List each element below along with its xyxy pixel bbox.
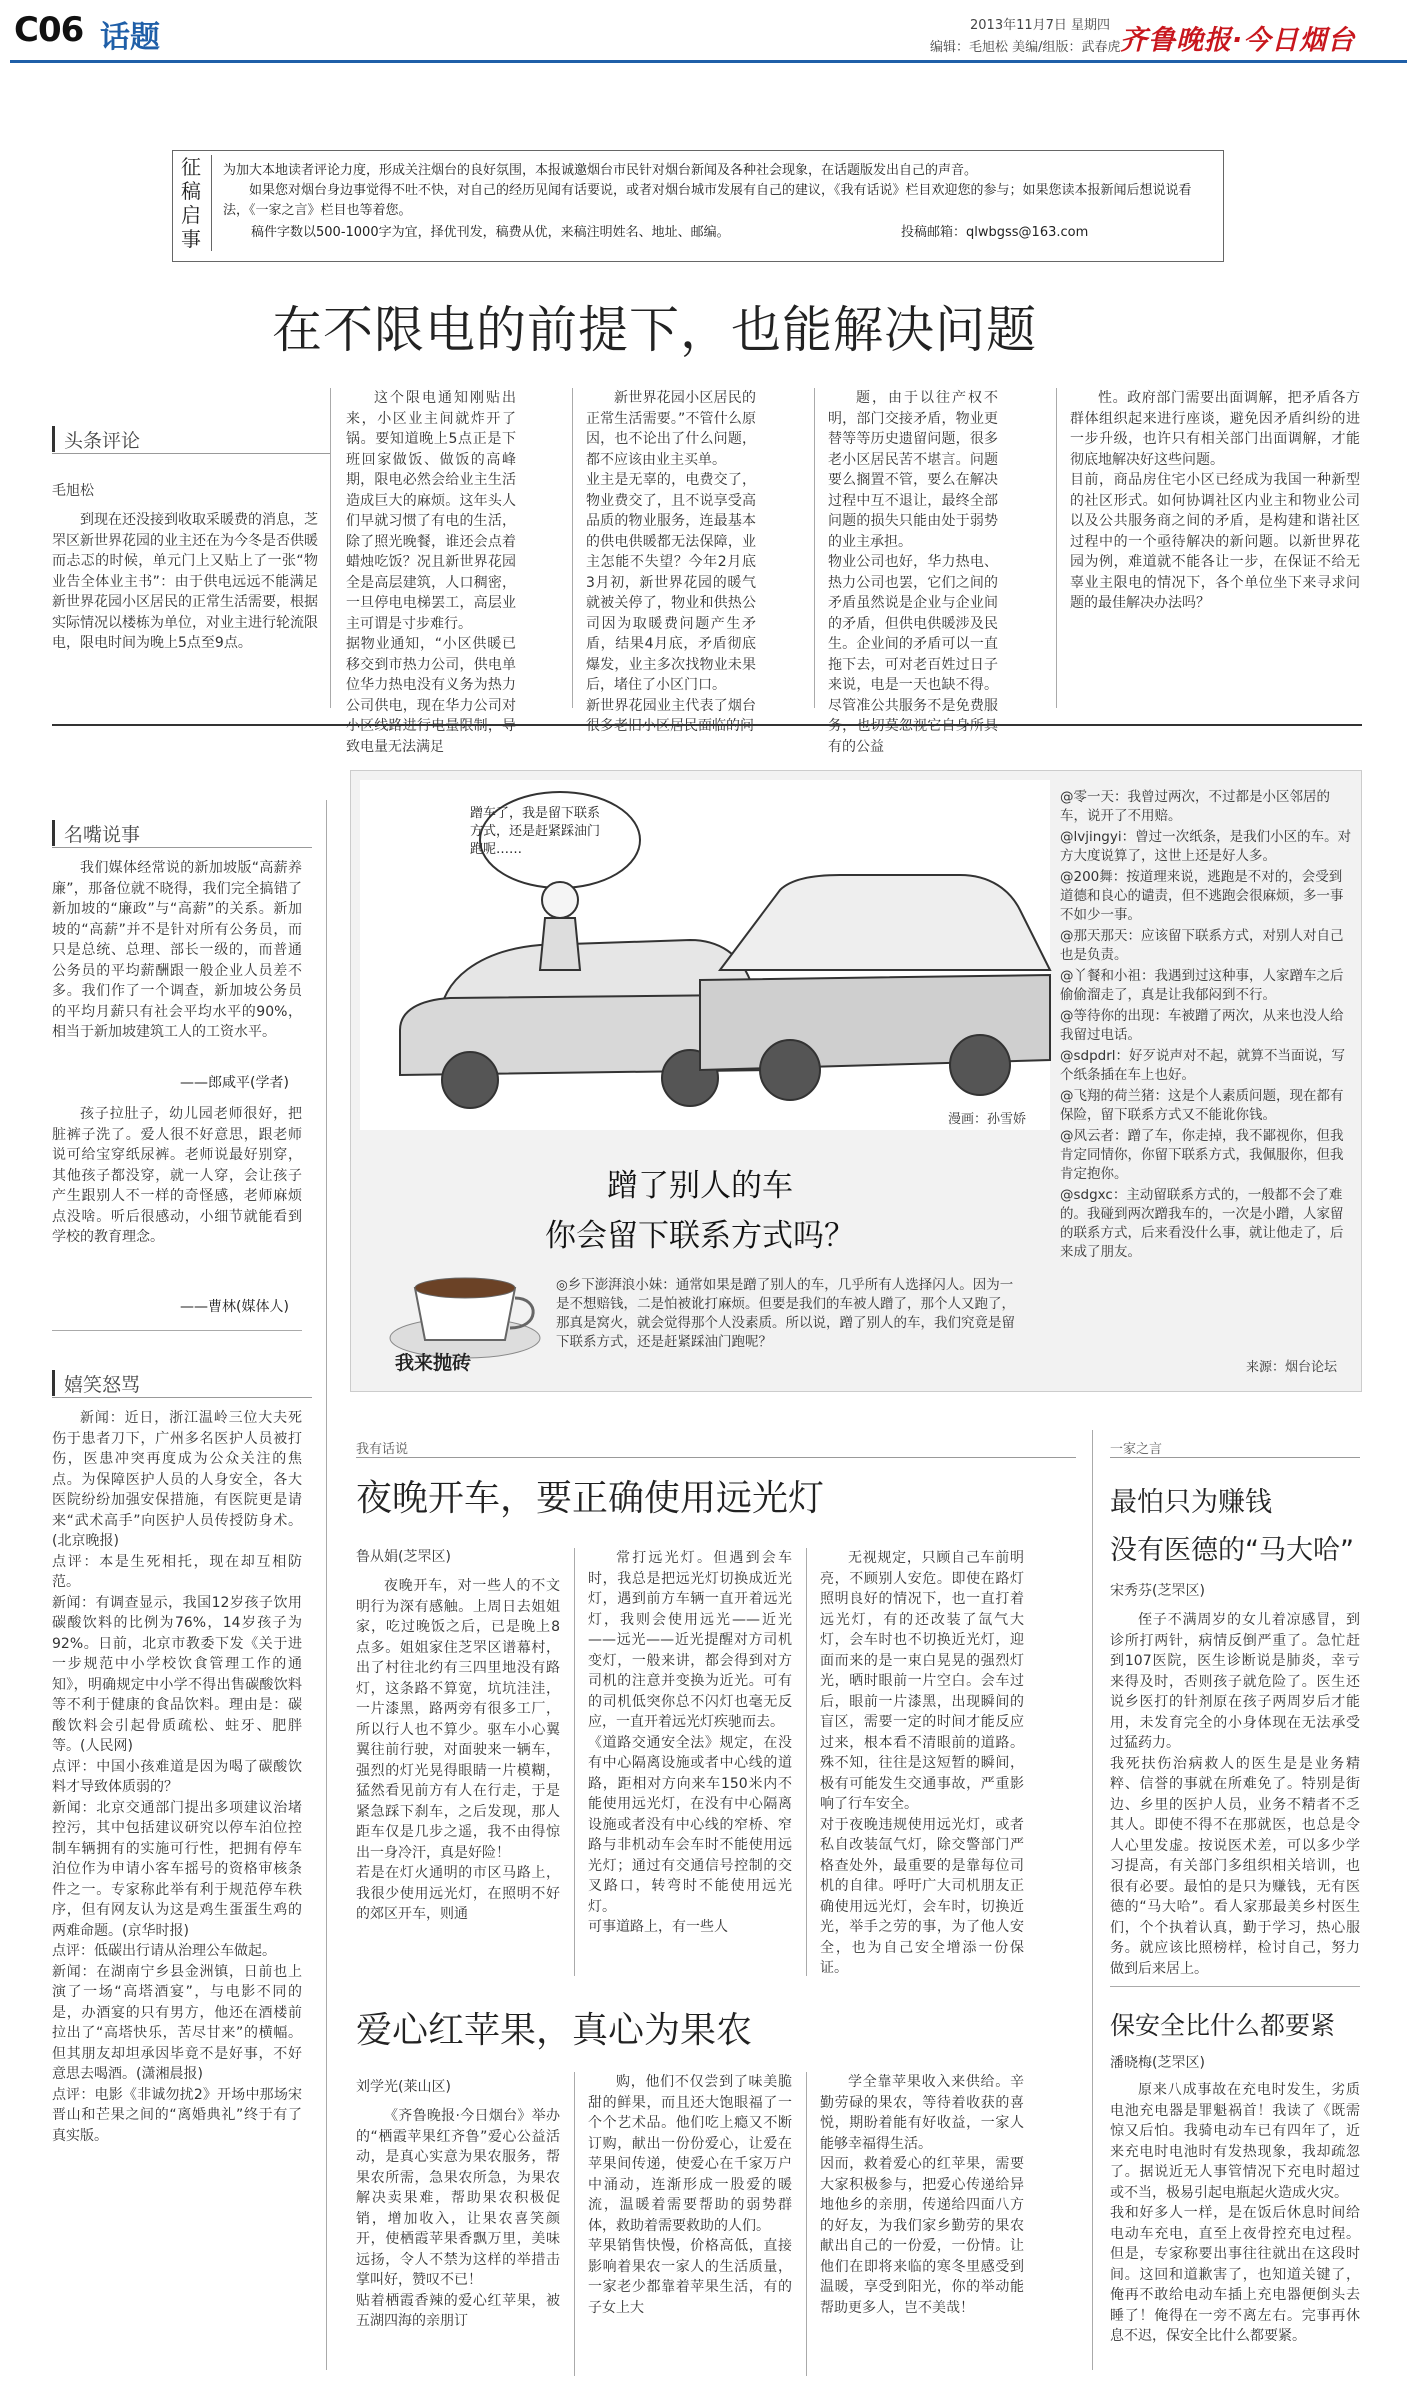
- comment-item: @lvjingyi：曾过一次纸条，是我们小区的车。对方大度说算了，这世上还是好人多。: [1060, 829, 1352, 864]
- lead-author: 毛旭松: [52, 483, 94, 499]
- headline: 在不限电的前提下，也能解决问题: [272, 301, 1037, 359]
- cartoon-drawing: [360, 780, 1050, 1130]
- quote-1-byline: ——郎咸平(学者): [180, 1075, 289, 1091]
- snark-label-bar: [52, 1370, 55, 1396]
- newspaper-logo: 齐鲁晚报·今日烟台: [1120, 25, 1356, 56]
- date-line: 2013年11月7日 星期四: [970, 18, 1111, 33]
- quote-2-byline: ——曹林(媒体人): [180, 1299, 289, 1315]
- lead-col-1: [52, 510, 318, 710]
- opinion-title-1a: 最怕只为赚钱: [1110, 1487, 1272, 1518]
- quotes-label-bar: [52, 820, 55, 846]
- lead-col-4: [828, 388, 998, 755]
- lead-col-5-text: 性。政府部门需要出面调解，把矛盾各方群体组织起来进行座谈，避免因矛盾纠纷的进一步升级，也许只有相关部门出面调解，才能彻底地解决好这些问题。 目前，商品房住宅小区已经成为我国一种新型的社区形式。如何协调社区内业主和物业公司以及公共服务商之间的矛盾，是构建和谐社区过程中的一个亟待解决的新问题。以新世界花园为例，难道就不能各让一步，在保证不给无辜业主限电的情况下，各个单位坐下来寻求问题的最佳解决办法吗？: [1070, 390, 1360, 611]
- quotes-label: 名嘴说事: [52, 820, 312, 848]
- comments-list: [1060, 788, 1352, 1348]
- feature-source: 来源：烟台论坛: [1246, 1360, 1338, 1375]
- article2-title: 爱心红苹果，真心为果农: [356, 2010, 753, 2051]
- notice-line-2: 如果您对烟台身边事觉得不吐不快，对自己的经历见闻有话要说，或者对烟台城市发展有自己的建议，《我有话说》栏目欢迎您的参与；如果您读本报新闻后想说说看法，《一家之言》栏目也等着您。: [223, 183, 1192, 218]
- lead-col-2: [346, 388, 516, 755]
- snark-body: 新闻：近日，浙江温岭三位大夫死伤于患者刀下，广州多名医护人员被打伤，医患冲突再度成为公众关注的焦点。为保障医护人员的人身安全，各大医院纷纷加强安保措施，有医院更是请来“武术高手”向医护人员传授防身术。(北京晚报) 点评：本是生死相托，现在却互相防范。 新闻：有调查显示，我国12岁孩子饮用碳酸饮料的比例为76%，14岁孩子为92%。日前，北京市教委下发《关于进一步规范中小学校饮食管理工作的通知》，明确规定中小学不得出售碳酸饮料等不利于健康的食品饮料。理由是：碳酸饮料会引起骨质疏松、蛀牙、肥胖等。(人民网) 点评：中国小孩难道是因为喝了碳酸饮料才导致体质弱的？ 新闻：北京交通部门提出多项建议治堵控污，其中包括建议研究以停车泊位控制车辆拥有的实施可行性，把拥有停车泊位作为申请小客车摇号的资格审核条件之一。专家称此举有利于规范停车秩序，但有网友认为这是鸡生蛋蛋生鸡的两难命题。(京华时报) 点评：低碳出行请从治理公车做起。 新闻：在湖南宁乡县金洲镇，日前也上演了一场“高塔酒宴”，与电影不同的是，办酒宴的只有男方，他还在酒楼前拉出了“高塔快乐，苦尽甘来”的横幅。但其朋友却坦承因毕竟不是好事，不好意思去喝酒。(潇湘晨报) 点评：电影《非诚勿扰2》开场中那场宋晋山和芒果之间的“离婚典礼”终于有了真实版。: [52, 1410, 302, 2144]
- notice-email: 投稿邮箱：qlwbgss@163.com: [901, 225, 1089, 240]
- section-name: 话题: [100, 20, 160, 55]
- comment-item: @风云者：蹭了车，你走掉，我不鄙视你，但我肯定同情你，你留下联系方式，我佩服你，但我肯定抱你。: [1060, 1128, 1344, 1182]
- article1-col-1-text: 夜晚开车，对一些人的不文明行为深有感触。上周日去姐姐家，吃过晚饭之后，已是晚上8点多。姐姐家住芝罘区谱幕村，出了村往北约有三四里地没有路灯，这条路不算宽，坑坑洼洼，一片漆黑，路两旁有很多工厂，所以行人也不算少。驱车小心翼翼往前行驶，对面驶来一辆车，强烈的灯光晃得眼睛一片模糊，猛然看见前方有人在行走，于是紧急踩下刹车，之后发现，那人距车仅是几步之遥，我不由得惊出一身冷汗，真是好险！ 若是在灯火通明的市区马路上，我很少使用远光灯，在照明不好的郊区开车，则通: [356, 1578, 560, 1922]
- article1-title: 夜晚开车，要正确使用远光灯: [356, 1478, 825, 1519]
- comment-item: @飞翔的荷兰猪：这是个人素质问题，现在都有保险，留下联系方式又不能讹你钱。: [1060, 1088, 1344, 1123]
- lead-label-bar: [52, 426, 55, 452]
- divider: [52, 724, 1362, 726]
- opinion-author-1: 宋秀芬(芝罘区): [1110, 1583, 1205, 1599]
- opinion-text-1-body: 侄子不满周岁的女儿着凉感冒，到诊所打两针，病情反倒严重了。急忙赶到107医院，医生诊断说是肺炎，幸亏来得及时，否则孩子就危险了。医生还说乡医打的针剂原在孩子两周岁后才能用，未发育完全的小身体现在无法承受过猛药力。 我死扶伤治病救人的医生是是业务精粹、信誉的事就在所难免了。特别是街边、乡里的医护人员，业务不精者不乏其人。即使不得不在那就医，也总是令人心里发虚。按说医术差，可以多少学习提高，有关部门多组织相关培训，也很有必要。最怕的是只为赚钱，无有医德的“马大哈”。看人家那最美乡村医生们，个个执着认真，勤于学习，热心服务。就应该比照榜样，检讨自己，努力做到后来居上。: [1110, 1612, 1360, 1977]
- article1-col-1: [356, 1576, 560, 1976]
- comment-item: @sdpdrl：好歹说声对不起，就算不当面说，写个纸条插在车上也好。: [1060, 1048, 1346, 1083]
- opinion-text-1: [1110, 1610, 1360, 1980]
- header-rule: [10, 60, 1407, 63]
- divider: [330, 388, 331, 708]
- article1-col-3-text: 无视规定，只顾自己车前明亮，不顾别人安危。即使在路灯照明良好的情况下，也一直打着远光灯，有的还改装了氙气大灯，会车时也不切换近光灯，迎面而来的是一束白晃晃的强烈灯光，晒时眼前一片空白。会车过后，眼前一片漆黑，出现瞬间的盲区，需要一定的时间才能反应过来，根本看不清眼前的道路。殊不知，往往是这短暂的瞬间，极有可能发生交通事故，严重影响了行车安全。 对于夜晚违规使用远光灯，或者私自改装氙气灯，除交警部门严格查处外，最重要的是靠每位司机的自律。呼吁广大司机朋友正确使用远光灯，会车时，切换近光，举手之劳的事，为了他人安全，也为自己安全增添一份保证。: [820, 1550, 1024, 1976]
- lead-col-1-text: 到现在还没接到收取采暖费的消息，芝罘区新世界花园的业主还在为今冬是否供暖而忐忑的时候，单元门上又贴上了一张“物业告全体业主书”：由于供电远远不能满足新世界花园小区居民的正常生活需要，根据实际情况以楼栋为单位，对业主进行轮流限电，限电时间为晚上5点至9点。: [52, 512, 318, 651]
- opinion-title-2: 保安全比什么都要紧: [1110, 2011, 1336, 2040]
- article1-label: 我有话说: [356, 1438, 1076, 1458]
- cartoon-credit: 漫画：孙雪娇: [948, 1112, 1027, 1127]
- article2-col-2-text: 购，他们不仅尝到了味美脆甜的鲜果，而且还大饱眼福了一个个艺术品。他们吃上瘾又不断订购，献出一份份爱心，让爱在苹果间传递，使爱心在千家万户中涌动，连渐形成一股爱的暖流，温暖着需要帮助的弱势群体，救助着需要救助的人们。 苹果销售快慢，价格高低，直接影响着果农一家人的生活质量，一家老少都靠着苹果生活，有的子女上大: [588, 2074, 792, 2316]
- feature-title-2: 你会留下联系方式吗？: [545, 1218, 855, 1254]
- comment-item: @那天那天：应该留下联系方式，对别人对自己也是负责。: [1060, 928, 1344, 963]
- quote-2-text: 孩子拉肚子，幼儿园老师很好，把脏裤子洗了。爱人很不好意思，跟老师说可给宝穿纸尿裤。老师说最好别穿，其他孩子都没穿，就一人穿，会让孩子产生跟别人不一样的奇怪感，老师麻烦点没啥。听后很感动，小细节就能看到学校的教育理念。: [52, 1106, 302, 1245]
- cartoon: [360, 780, 1050, 1130]
- feature-tag: 我来抛砖: [395, 1352, 472, 1374]
- divider: [806, 1548, 807, 1976]
- article2-author: 刘学光(莱山区): [356, 2079, 451, 2095]
- article2-col-3-text: 学全靠苹果收入来供给。辛勤劳碌的果农，等待着收获的喜悦，期盼着能有好收益，一家人能够幸福得生活。 因而，救着爱心的红苹果，需要大家积极参与，把爱心传递给异地他乡的亲朋，传递给四面八方的好友，为我们家乡勤劳的果农献出自己的一份爱，一份情。让他们在即将来临的寒冬里感受到温暖，享受到阳光，你的举动能帮助更多人，岂不美哉！: [820, 2074, 1024, 2316]
- speech-bubble: 蹭车了，我是留下联系方式，还是赶紧踩油门跑呢……: [470, 806, 601, 857]
- notice-line-3: 稿件字数以500-1000字为宜，择优刊发，稿费从优，来稿注明姓名、地址、邮编。: [251, 225, 730, 240]
- divider: [574, 2072, 575, 2376]
- article2-col-1: [356, 2106, 560, 2376]
- article2-col-3: [820, 2072, 1024, 2376]
- article2-col-1-text: 《齐鲁晚报·今日烟台》举办的“栖霞苹果红齐鲁”爱心公益活动，是真心实意为果农服务，帮果农所需，急果农所急，为果农解决卖果难，帮助果农积极促销，增加收入，让果农喜笑颜开，使栖霞苹果香飘万里，美味远扬，令人不禁为这样的举措击掌叫好，赞叹不已！ 贴着栖霞香辣的爱心红苹果，被五湖四海的亲朋订: [356, 2108, 560, 2329]
- comment-item: @等待你的出现：车被蹭了两次，从来也没人给我留过电话。: [1060, 1008, 1344, 1043]
- comment-item: @丫餐和小祖：我遇到过这种事，人家蹭车之后偷偷溜走了，真是让我郁闷到不行。: [1060, 968, 1344, 1003]
- feature-title-1: 蹭了别人的车: [607, 1168, 793, 1204]
- article1-author: 鲁从娟(芝罘区): [356, 1549, 451, 1565]
- page-number: C06: [14, 10, 84, 50]
- article1-col-2-text: 常打远光灯。但遇到会车时，我总是把远光灯切换成近光灯，遇到前方车辆一直开着远光灯，我则会使用远光——近光——远光——近光提醒对方司机变灯，一般来讲，都会得到对方司机的注意并变换为近光。可有的司机低突你总不闪灯也毫无反应，一直开着远光灯疾驰而去。 《道路交通安全法》规定，在没有中心隔离设施或者中心线的道路，距相对方向来车150米内不能使用远光灯，在没有中心隔离设施或者没有中心线的窄桥、窄路与非机动车会车时不能使用远光灯；通过有交通信号控制的交叉路口，转弯时不能使用远光灯。 可事道路上，有一些人: [588, 1550, 792, 1935]
- editor-line: 编辑：毛旭松 美编/组版：武春虎: [930, 40, 1121, 55]
- quote-1-text: 我们媒体经常说的新加坡版“高薪养廉”，那备位就不晓得，我们完全搞错了新加坡的“廉政”与“高薪”的关系。新加坡的“高薪”并不是针对所有公务员，而只是总统、总理、部长一级的，而普通公务员的平均薪酬跟一般企业人员差不多。我们作了一个调查，新加坡公务员的平均月薪只有社会平均水平的90%，相当于新加坡建筑工人的工资水平。: [52, 860, 302, 1040]
- article1-col-3: [820, 1548, 1024, 1976]
- divider: [52, 1330, 302, 1331]
- quote-1: [52, 858, 302, 1068]
- opinion-text-2: [1110, 2080, 1360, 2376]
- notice-label: 征稿启事: [181, 155, 212, 251]
- lead-col-4-text: 题，由于以往产权不明，部门交接矛盾，物业更替等等历史遗留问题，很多老小区居民苦不堪言。问题要么搁置不管，要么在解决过程中互不退让，最终全部问题的损失只能由处于弱势的业主承担。 物业公司也好，华力热电、热力公司也罢，它们之间的矛盾虽然说是企业与企业间的矛盾，但供电供暖涉及民生。企业间的矛盾可以一直拖下去，可对老百姓过日子来说，电是一天也缺不得。尽管准公共服务不是免费服务，也切莫忽视它自身所具有的公益: [828, 390, 998, 755]
- feature-intro: ◎乡下澎湃浪小妹：通常如果是蹭了别人的车，几乎所有人选择闪人。因为一是不想赔钱，二是怕被讹打麻烦。但要是我们的车被人蹭了，那个人又跑了，那真是窝火，就会觉得那个人没素质。所以说，蹭了别人的车，我们究竟是留下联系方式，还是赶紧踩油门跑呢？: [556, 1277, 1015, 1350]
- page-header: [0, 0, 1417, 66]
- divider: [572, 388, 573, 708]
- lead-col-2-text: 这个限电通知刚贴出来，小区业主间就炸开了锅。要知道晚上5点正是下班回家做饭、做饭的高峰期，限电必然会给业主生活造成巨大的麻烦。这年头人们早就习惯了有电的生活，除了照光晚餐，谁还会点着蜡烛吃饭？况且新世界花园全是高层建筑，人口稠密，一旦停电电梯罢工，高层业主可谓是寸步难行。 据物业通知，“小区供暖已移交到市热力公司，供电单位华力热电没有义务为热力公司供电，现在华力公司对小区线路进行电量限制，导致电量无法满足: [346, 390, 516, 755]
- lead-label: 头条评论: [52, 426, 330, 454]
- lead-col-3: [586, 388, 756, 734]
- opinion-author-2: 潘晓梅(芝罘区): [1110, 2055, 1205, 2071]
- divider: [326, 800, 327, 2370]
- snark-label: 嬉笑怒骂: [52, 1370, 312, 1398]
- divider: [1110, 1986, 1360, 1987]
- quote-2: [52, 1104, 302, 1294]
- opinion-label: 一家之言: [1110, 1438, 1360, 1458]
- opinion-text-2-body: 原来八成事故在充电时发生，劣质电池充电器是罪魁祸首！我读了《既需惊又后怕。我骑电动车已有四年了，近来充电时电池时有发热现象，我却疏忽了。据说近无人事管情况下充电时超过或不当，极易引起电瓶起火造成火灾。 我和好多人一样，是在饭后休息时间给电动车充电，直至上夜骨控充电过程。但是，专家称要出事往往就出在这段时间。这回和道歉害了，也知道关键了，俺再不敢给电动车插上充电器便倒头去睡了！俺得在一旁不离左右。完事再休息不迟，保安全比什么都要紧。: [1110, 2082, 1360, 2344]
- comment-item: @零一天：我曾过两次，不过都是小区邻居的车，说开了不用赔。: [1060, 789, 1330, 824]
- divider: [1092, 1430, 1093, 2370]
- lead-col-3-text: 新世界花园小区居民的正常生活需要。”不管什么原因，也不论出了什么问题，都不应该由业主买单。 业主是无辜的，电费交了，物业费交了，且不说享受高品质的物业服务，连最基本的供电供暖都无法保障，业主怎能不失望？今年2月底3月初，新世界花园的暖气就被关停了，物业和供热公司因为取暖费问题产生矛盾，结果4月底，矛盾彻底爆发，业主多次找物业未果后，堵住了小区门口。 新世界花园业主代表了烟台很多老旧小区居民面临的问: [586, 390, 756, 734]
- divider: [574, 1548, 575, 1976]
- notice-line-1: 为加大本地读者评论力度，形成关注烟台的良好氛围，本报诚邀烟台市民针对烟台新闻及各种社会现象，在话题版发出自己的声音。: [223, 163, 978, 178]
- divider: [814, 388, 815, 708]
- snark-text: [52, 1408, 302, 2368]
- comment-item: @sdgxc：主动留联系方式的，一般都不会了难的。我碰到两次蹭我车的，一次是小蹭，人家留的联系方式，后来看没什么事，就让他走了，后来成了朋友。: [1060, 1187, 1344, 1260]
- comment-item: @200舞：按道理来说，逃跑是不对的，会受到道德和良心的谴责，但不逃跑会很麻烦，多一事不如少一事。: [1060, 869, 1344, 923]
- lead-col-5: [1070, 388, 1360, 708]
- article2-col-2: [588, 2072, 792, 2376]
- opinion-title-1b: 没有医德的“马大哈”: [1110, 1535, 1354, 1566]
- article1-col-2: [588, 1548, 792, 1976]
- divider: [1056, 388, 1057, 708]
- divider: [806, 2072, 807, 2376]
- notice-box: [172, 150, 1224, 262]
